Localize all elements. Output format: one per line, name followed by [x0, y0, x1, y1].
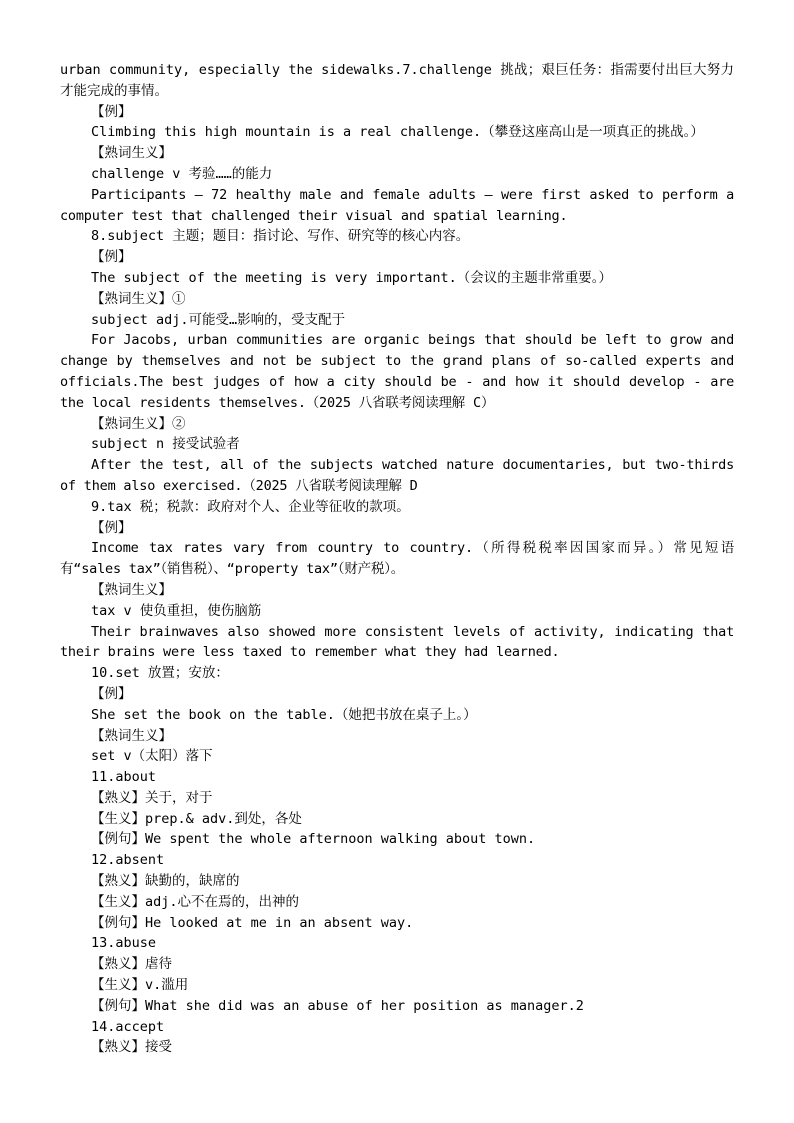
example-sentence: Climbing this high mountain is a real challenge.（攀登这座高山是一项真正的挑战。）: [91, 124, 704, 141]
label-example: 【例】: [91, 249, 132, 266]
label-familiar-meaning: 【熟义】关于，对于: [91, 789, 213, 806]
entry-heading: 11.about: [91, 769, 157, 786]
example-sentence: She set the book on the table.（她把书放在桌子上。）: [91, 706, 477, 723]
label-new-meaning: 【生义】v.滥用: [91, 977, 189, 994]
definition-line: subject adj.可能受…影响的，受支配于: [91, 311, 346, 328]
label-example: 【例】: [91, 685, 132, 702]
entry-heading: 10.set 放置；安放：: [91, 665, 229, 682]
label-familiar-meaning: 【熟义】虐待: [91, 956, 172, 973]
example-paragraph: Their brainwaves also showed more consistent levels of activity, indicating that their brains were less taxed to remember what they had learned.: [60, 623, 734, 661]
label-new-meaning: 【熟词生义】: [91, 145, 172, 162]
example-paragraph: Participants — 72 healthy male and female adults — were first asked to perform a computer test that challenged their visual and spatial learning.: [60, 186, 734, 224]
label-familiar-meaning: 【熟义】接受: [91, 1039, 172, 1056]
definition-line: subject n 接受试验者: [91, 436, 240, 453]
entry-heading: 12.absent: [91, 852, 165, 869]
label-new-meaning: 【生义】adj.心不在焉的，出神的: [91, 893, 300, 910]
example-sentence: The subject of the meeting is very important.（会议的主题非常重要。）: [91, 269, 612, 286]
label-new-meaning: 【生义】prep.& adv.到处，各处: [91, 810, 302, 827]
entry-heading: 13.abuse: [91, 935, 157, 952]
label-new-meaning: 【熟词生义】: [91, 581, 172, 598]
example-paragraph: Income tax rates vary from country to country.（所得税税率因国家而异。）常见短语有“sales tax”（销售税）、“property tax”（财产税）。: [60, 540, 734, 578]
example-paragraph: For Jacobs, urban communities are organic beings that should be left to grow and change by themselves and not be subject to the grand plans of so-called experts and officials.The best judges of how a city should be - and how it should develop - are the local residents themselves.（2025 八省联考阅读理解 C）: [60, 332, 734, 411]
entry-heading: 9.tax 税；税款：政府对个人、企业等征收的款项。: [91, 498, 410, 515]
label-example: 【例】: [91, 519, 132, 536]
label-example: 【例】: [91, 103, 132, 120]
document-page: [60, 60, 734, 1058]
definition-line: tax v 使负重担，使伤脑筋: [91, 602, 262, 619]
example-paragraph: After the test, all of the subjects watched nature documentaries, but two-thirds of them also exercised.（2025 八省联考阅读理解 D: [60, 457, 734, 494]
entry-heading: 8.subject 主题；题目：指讨论、写作、研究等的核心内容。: [91, 228, 470, 245]
label-example-sentence: 【例句】He looked at me in an absent way.: [91, 914, 414, 931]
label-familiar-meaning: 【熟义】缺勤的，缺席的: [91, 873, 240, 890]
label-new-meaning: 【熟词生义】①: [91, 290, 186, 307]
label-new-meaning: 【熟词生义】: [91, 727, 172, 744]
definition-line: challenge v 考验……的能力: [91, 165, 273, 182]
label-new-meaning: 【熟词生义】②: [91, 415, 186, 432]
paragraph-intro: urban community, especially the sidewalks.7.challenge 挑战；艰巨任务：指需要付出巨大努力才能完成的事情。: [60, 62, 734, 99]
definition-line: set v（太阳）落下: [91, 748, 213, 765]
label-example-sentence: 【例句】What she did was an abuse of her position as manager.2: [91, 997, 584, 1014]
entry-heading: 14.accept: [91, 1018, 165, 1035]
label-example-sentence: 【例句】We spent the whole afternoon walking about town.: [91, 831, 536, 848]
